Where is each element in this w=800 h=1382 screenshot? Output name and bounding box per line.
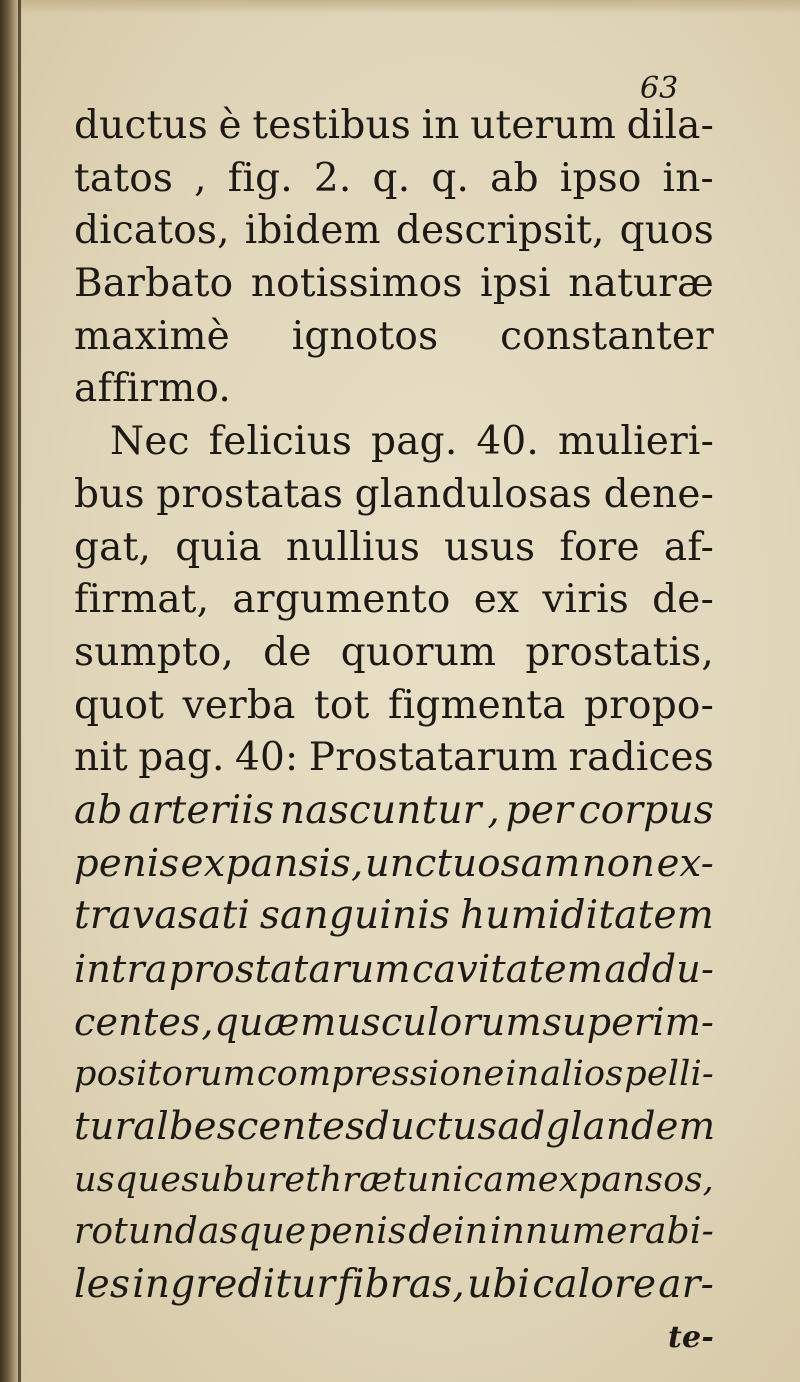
text-line: travasati sanguinis humiditatem xyxy=(74,893,714,939)
text-line: quot verba tot figmenta propo- xyxy=(74,682,714,728)
text-line: tur albescentes ductus ad glandem xyxy=(74,1104,716,1150)
text-line: maximè ignotos constanter xyxy=(74,313,714,359)
text-line: les ingreditur fibras, ubi calore ar- xyxy=(74,1262,714,1308)
page-number: 63 xyxy=(640,71,679,106)
text-line: Barbato notissimos ipsi naturæ xyxy=(74,261,714,307)
text-line: intra prostatarum cavitatem addu- xyxy=(74,947,714,991)
catchword-line xyxy=(74,1312,714,1365)
page-top-edge xyxy=(0,0,800,14)
text-line: bus prostatas glandulosas dene- xyxy=(74,471,714,517)
text-line: rotundasque penis dein innumerabi- xyxy=(74,1211,714,1253)
body-text xyxy=(74,100,714,1365)
text-line: nit pag. 40: Prostatarum radices xyxy=(74,735,714,781)
text-line: firmat, argumento ex viris de- xyxy=(74,577,714,623)
text-line: ab arteriis nascuntur , per corpus xyxy=(74,787,714,833)
text-line: tatos , fig. 2. q. q. ab ipso in- xyxy=(74,155,714,201)
text-line: centes , quæ musculorum superim- xyxy=(74,999,714,1044)
text-line: gat, quia nullius usus fore af- xyxy=(74,524,714,570)
text-line: affirmo. xyxy=(74,366,232,412)
text-line: positorum compressione in alios pelli- xyxy=(74,1054,714,1095)
text-line: Nec felicius pag. 40. mulieri- xyxy=(110,419,714,465)
catchword: te- xyxy=(668,1319,714,1355)
text-line: usque sub urethræ tunicam expansos, xyxy=(74,1159,714,1200)
text-line: dicatos, ibidem descripsit, quos xyxy=(74,208,714,254)
text-line: sumpto, de quorum prostatis, xyxy=(74,629,714,675)
text-line: ductus è testibus in uterum dila- xyxy=(74,103,714,148)
book-spine-edge xyxy=(18,0,21,1382)
text-line: penis expansis, unctuosam non ex- xyxy=(74,840,714,886)
